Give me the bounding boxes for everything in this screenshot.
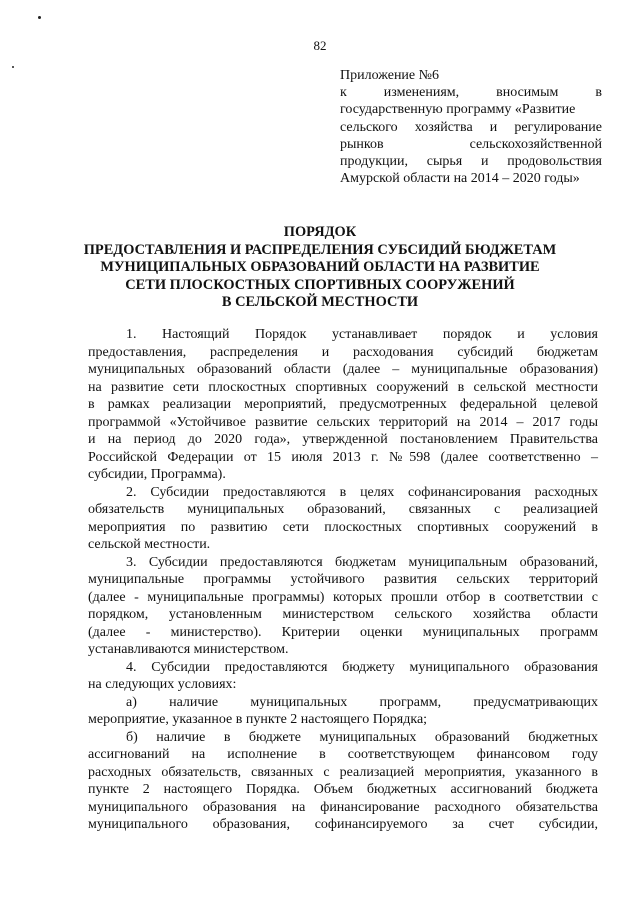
heading-line: В СЕЛЬСКОЙ МЕСТНОСТИ xyxy=(221,294,419,311)
body-line: на развитие сети плоскостных спортивных сооружений в сельской местности xyxy=(88,379,598,395)
appendix-block xyxy=(340,67,602,187)
body-line: программой «Устойчивое развитие сельских территорий на 2014 – 2017 годы xyxy=(88,414,598,430)
appendix-line: продукции, сырья и продовольствия xyxy=(340,154,602,170)
body-line: мероприятия по развитию сети плоскостных спортивных сооружений в xyxy=(88,519,598,535)
scan-speck xyxy=(12,66,14,68)
body-line: мероприятие, указанное в пункте 2 настоящего Порядка; xyxy=(88,712,428,727)
body-line: (далее - муниципальные программы) которых прошли отбор в соответствии с xyxy=(88,589,598,605)
body-line: 4. Субсидии предоставляются бюджету муниципального образования xyxy=(126,659,598,675)
appendix-line: рынков сельскохозяйственной xyxy=(340,136,602,152)
document-heading xyxy=(60,224,580,312)
body-line: а) наличие муниципальных программ, предусматривающих xyxy=(126,694,598,710)
appendix-line: государственную программу «Развитие xyxy=(340,102,576,118)
appendix-line: Амурской области на 2014 – 2020 годы» xyxy=(340,171,580,187)
heading-line: МУНИЦИПАЛЬНЫХ ОБРАЗОВАНИЙ ОБЛАСТИ НА РАЗВИТИЕ xyxy=(100,259,540,276)
body-line: устанавливаются министерством. xyxy=(88,642,289,657)
body-line: и на период до 2020 года», утвержденной постановлением Правительства xyxy=(88,432,598,447)
body-line: 3. Субсидии предоставляются бюджетам муниципальным образований, xyxy=(126,554,598,570)
body-line: пункте 2 настоящего Порядка. Объем бюджетных ассигнований бюджета xyxy=(88,782,598,797)
body-line: сельской местности. xyxy=(88,537,211,552)
appendix-line: к изменениям, вносимым в xyxy=(340,85,602,101)
body-line: 1. Настоящий Порядок устанавливает порядок и условия xyxy=(126,327,598,342)
body-line: муниципальных образований области (далее – муниципальные образования) xyxy=(88,362,598,377)
heading-line: ПРЕДОСТАВЛЕНИЯ И РАСПРЕДЕЛЕНИЯ СУБСИДИЙ БЮДЖЕТАМ xyxy=(83,241,557,258)
body-line: предоставления, распределения и расходования субсидий бюджетам xyxy=(88,344,598,360)
heading-line: ПОРЯДОК xyxy=(283,224,357,240)
body-line: муниципальные программы устойчивого развития сельских территорий xyxy=(88,572,598,587)
body-line: (далее - министерство). Критерии оценки муниципальных программ xyxy=(88,624,598,640)
body-line: Российской Федерации от 15 июля 2013 г. №598 (далее соответственно – xyxy=(88,449,598,465)
body-line: б) наличие в бюджете муниципальных образований бюджетных xyxy=(126,729,598,745)
scan-speck xyxy=(38,16,41,19)
body-line: 2. Субсидии предоставляются в целях софинансирования расходных xyxy=(126,484,598,500)
body-line: субсидии, Программа). xyxy=(88,467,226,482)
body-line: порядком, установленным министерством сельского хозяйства области xyxy=(88,607,598,622)
body-line: муниципального образования на финансирование расходного обязательства xyxy=(88,799,598,815)
heading-line: СЕТИ ПЛОСКОСТНЫХ СПОРТИВНЫХ СООРУЖЕНИЙ xyxy=(125,276,515,293)
body-line: обязательств муниципальных образований, связанных с реализацией xyxy=(88,502,598,517)
body-line: расходных обязательств, связанных с реализацией мероприятия, указанного в xyxy=(88,764,598,780)
appendix-title: Приложение №6 xyxy=(340,68,439,83)
body-line: ассигнований на исполнение в соответствующем финансовом году xyxy=(88,747,598,762)
document-body xyxy=(88,326,598,834)
body-line: в рамках реализации мероприятий, предусмотренных федеральной целевой xyxy=(88,397,598,412)
page-number: 82 xyxy=(313,38,327,53)
body-line: муниципального образования, софинансируемого за счет субсидии, xyxy=(88,817,598,832)
body-line: на следующих условиях: xyxy=(88,677,237,692)
appendix-line: сельского хозяйства и регулирование xyxy=(340,119,602,135)
